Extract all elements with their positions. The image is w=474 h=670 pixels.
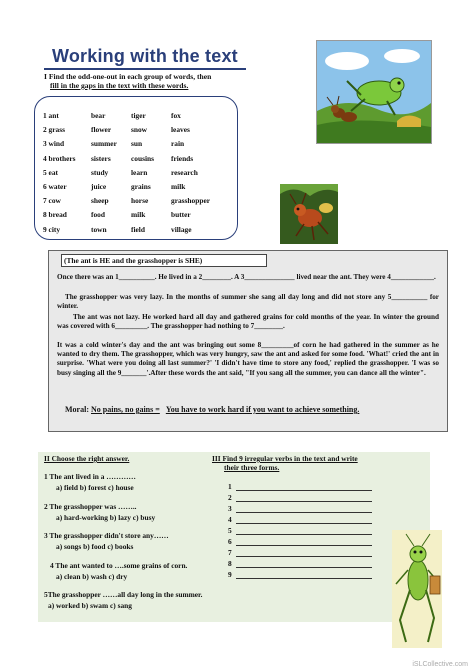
- answer-line[interactable]: [228, 493, 232, 502]
- answer-line[interactable]: [228, 504, 232, 513]
- answer-underline: [236, 512, 372, 513]
- answer-line-number: 3: [228, 504, 232, 513]
- story-paragraph-1: Once there was an 1__________. He lived in a 2________. A 3______________ lived near the ant. They were 4____________.: [57, 273, 436, 281]
- word-group-word: 7 cow: [43, 196, 61, 206]
- answer-line[interactable]: [228, 559, 232, 568]
- question-options: a) field b) forest c) house: [56, 483, 134, 492]
- answer-line-number: 4: [228, 515, 232, 524]
- answer-line-number: 9: [228, 570, 232, 579]
- ant-illustration: [280, 184, 338, 244]
- answer-underline: [236, 534, 372, 535]
- section-3-heading: [212, 454, 358, 472]
- answer-line-number: 1: [228, 482, 232, 491]
- worksheet-title: Working with the text: [52, 46, 238, 66]
- answer-line-number: 6: [228, 537, 232, 546]
- word-group-word: snow: [131, 125, 148, 135]
- answer-underline: [236, 578, 372, 579]
- word-group-word: 6 water: [43, 182, 67, 191]
- answer-line-number: 5: [228, 526, 232, 535]
- answer-underline: [236, 556, 372, 557]
- word-group-word: sisters: [91, 153, 111, 163]
- word-group-word: food: [91, 210, 105, 220]
- instruction-line-1: I Find the odd-one-out in each group of words, then: [44, 72, 212, 81]
- answer-underline: [236, 501, 372, 502]
- answer-line[interactable]: [228, 548, 232, 557]
- moral-text-1: No pains, no gains =: [91, 405, 160, 414]
- word-group-word: cousins: [131, 153, 155, 163]
- answer-underline: [236, 523, 372, 524]
- answer-underline: [236, 567, 372, 568]
- question-text: 2 The grasshopper was ……..: [44, 501, 137, 511]
- instruction: [44, 72, 244, 90]
- word-group-word: field: [131, 224, 145, 234]
- question-text: 3 The grasshopper didn't store any……: [44, 531, 169, 540]
- story-paragraph-3: The ant was not lazy. He worked hard all day and gathered grains for cold months of the year. In winter the ground was covered with 6_________. The grasshopper had nothing to 7________.: [57, 313, 439, 331]
- question-text: 4 The ant wanted to ….some grains of corn.: [50, 560, 188, 570]
- instruction-line-2: fill in the gaps in the text with these words.: [50, 81, 189, 90]
- answer-line[interactable]: [228, 515, 232, 524]
- answer-underline: [236, 490, 372, 491]
- word-group-word: 5 eat: [43, 167, 58, 177]
- question-text: 5The grasshopper ……all day long in the summer.: [44, 590, 203, 599]
- word-group-word: 8 bread: [43, 210, 67, 220]
- answer-line[interactable]: [228, 482, 232, 491]
- story-paragraph-4: It was a cold winter's day and the ant was bringing out some 8_________of corn he had gathered in the summer as he wanted to dry them. The grasshopper, which was very hungry, saw the ant and asked for some food. 'What!' cried the ant in surprise. 'What were you doing all last summer?' 'I didn't have time to store any food,' replied the grasshopper. 'I was so busy singing all the 9_______'.After these words the ant said, "If you sang all the summer, you can dance all the winter".: [57, 341, 439, 377]
- answer-line-number: 8: [228, 559, 232, 568]
- word-group-word: sun: [131, 139, 143, 149]
- question-options: a) songs b) food c) books: [56, 542, 134, 551]
- section-3-heading-line-1: III Find 9 irregular verbs in the text and write: [212, 454, 358, 463]
- question-options: a) worked b) swam c) sang: [48, 601, 132, 610]
- story-box: [48, 250, 448, 432]
- word-group-word: 2 grass: [43, 125, 65, 135]
- answer-line[interactable]: [228, 570, 232, 579]
- word-group-word: town: [91, 224, 107, 234]
- footer-watermark: iSLCollective.com: [412, 661, 468, 668]
- word-group-word: sheep: [91, 196, 109, 206]
- word-group-word: bear: [91, 111, 106, 120]
- answer-line-number: 7: [228, 548, 232, 557]
- moral-line: [65, 405, 359, 414]
- word-group-word: juice: [91, 182, 107, 191]
- grasshopper-illustration: [392, 530, 442, 648]
- answer-line[interactable]: [228, 537, 232, 546]
- word-group-word: horse: [131, 196, 149, 206]
- word-group-word: research: [171, 167, 198, 177]
- story-paragraph-2: The grasshopper was very lazy. In the months of summer she sang all day long and did not store any 5__________ for winter.: [57, 293, 439, 311]
- ant-grasshopper-illustration: [316, 40, 432, 144]
- word-group-word: 1 ant: [43, 111, 59, 120]
- answer-line-number: 2: [228, 493, 232, 502]
- word-group-word: study: [91, 167, 109, 177]
- section-2-heading: II Choose the right answer.: [44, 454, 130, 463]
- word-group-word: butter: [171, 210, 191, 220]
- word-group-word: learn: [131, 167, 148, 177]
- word-group-word: grasshopper: [171, 196, 211, 206]
- answer-line[interactable]: [228, 526, 232, 535]
- word-group-word: rain: [171, 139, 185, 149]
- question-options: a) hard-working b) lazy c) busy: [56, 512, 156, 522]
- question-options: a) clean b) wash c) dry: [56, 571, 128, 581]
- word-group-word: 4 brothers: [43, 153, 76, 163]
- word-group-word: friends: [171, 153, 194, 163]
- word-group-word: grains: [131, 182, 151, 191]
- word-groups-box: [34, 96, 238, 240]
- question-text: 1 The ant lived in a …………: [44, 472, 136, 481]
- word-group-word: milk: [171, 182, 186, 191]
- word-group-word: village: [171, 224, 192, 234]
- exercises-box: [38, 452, 430, 622]
- word-group-word: summer: [91, 139, 117, 149]
- word-group-word: milk: [131, 210, 146, 220]
- word-group-word: leaves: [171, 125, 190, 135]
- section-3-heading-line-2: their three forms.: [224, 463, 280, 472]
- story-heading: (The ant is HE and the grasshopper is SHE): [61, 254, 267, 267]
- word-group-word: fox: [171, 111, 181, 120]
- word-group-word: 9 city: [43, 224, 61, 234]
- word-group-word: flower: [91, 125, 112, 135]
- word-group-word: 3 wind: [43, 139, 65, 149]
- title-underline: [44, 68, 246, 70]
- word-group-word: tiger: [131, 111, 146, 120]
- moral-text-2: You have to work hard if you want to achieve something.: [165, 405, 360, 414]
- moral-label: Moral:: [65, 405, 89, 414]
- answer-underline: [236, 545, 372, 546]
